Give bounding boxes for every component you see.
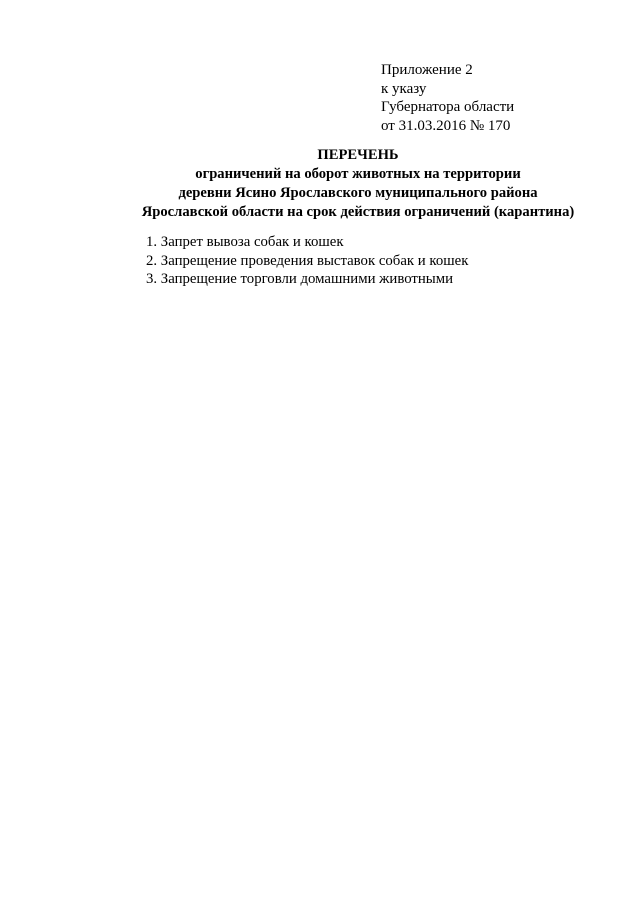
document-subtitle-line-3: Ярославской области на срок действия ограничений (карантина): [141, 204, 575, 220]
document-subtitle-line-2: деревни Ясино Ярославского муниципального района: [178, 185, 538, 201]
restriction-item: 2. Запрещение проведения выставок собак и кошек: [146, 252, 469, 269]
document-subtitle-line-1: ограничений на оборот животных на территории: [195, 166, 521, 182]
document-title: ПЕРЕЧЕНЬ: [317, 147, 399, 163]
appendix-number: Приложение 2: [381, 62, 473, 78]
restriction-item: 1. Запрет вывоза собак и кошек: [146, 234, 344, 250]
restriction-item: 3. Запрещение торговли домашними животными: [146, 271, 454, 287]
restrictions-list: [146, 233, 468, 289]
appendix-date-number: от 31.03.2016 № 170: [381, 117, 511, 134]
appendix-reference: [381, 61, 514, 135]
appendix-issuer: Губернатора области: [381, 99, 515, 115]
appendix-decree-ref: к указу: [381, 80, 427, 97]
document-heading: [100, 146, 616, 222]
